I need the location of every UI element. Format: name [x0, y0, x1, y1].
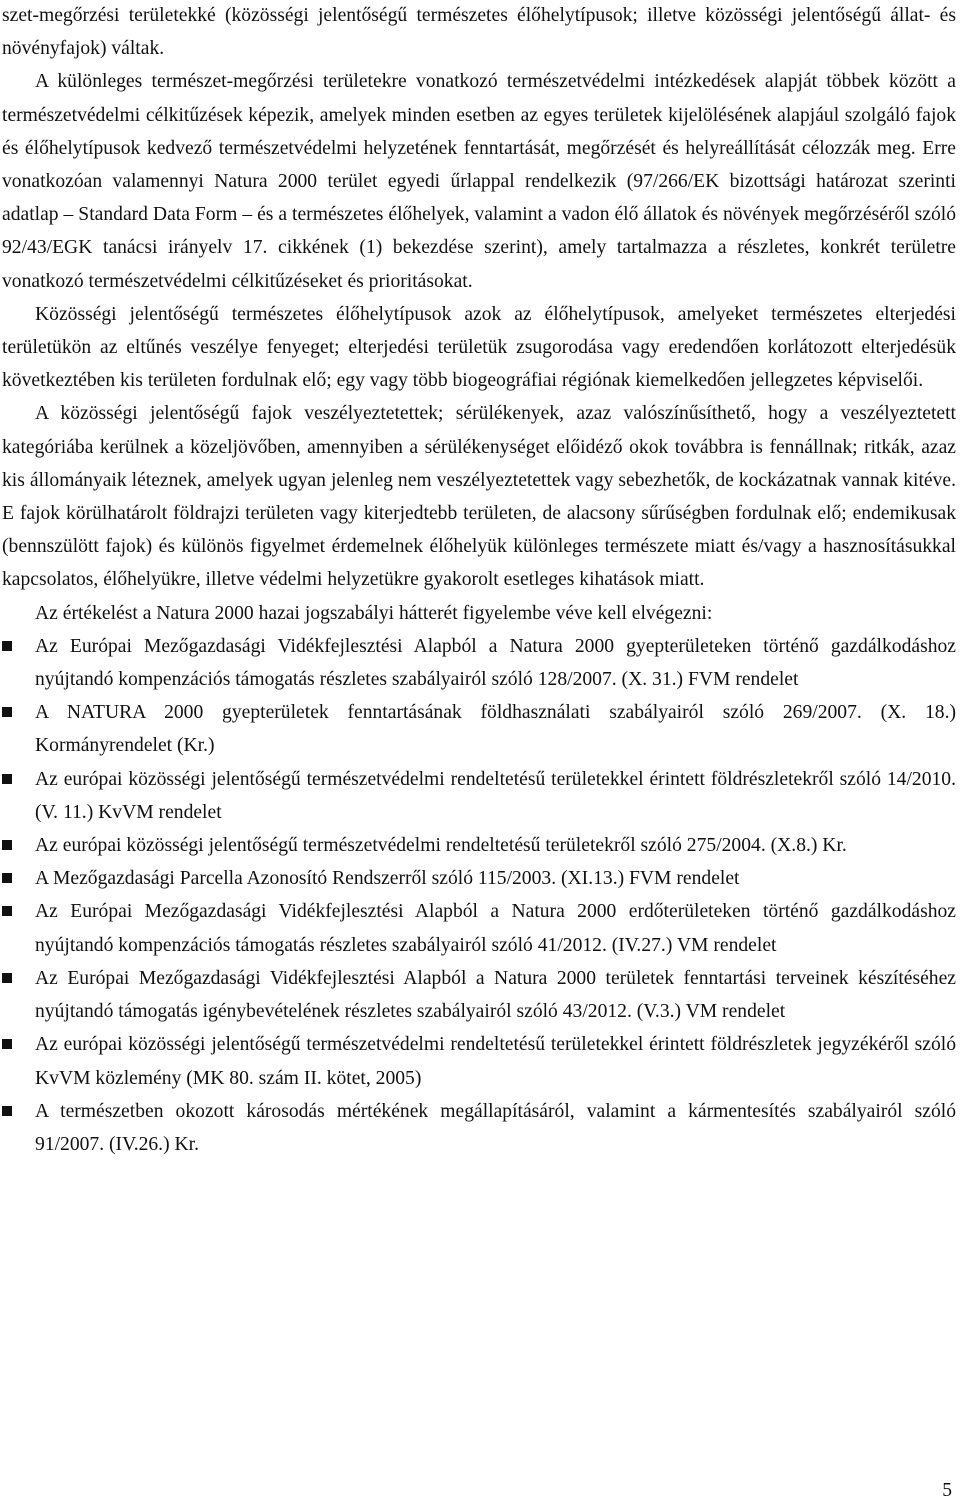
list-item [2, 862, 956, 895]
list-item-text: A Mezőgazdasági Parcella Azonosító Rendszerről szóló 115/2003. (XI.13.) FVM rendelet [35, 868, 740, 890]
list-item-text: Az európai közösségi jelentőségű természetvédelmi rendeltetésű területekkel érintett földrészletek jegyzékéről szóló KvVM közlemény (MK 80. szám II. kötet, 2005) [35, 1034, 956, 1089]
paragraph-continuation: szet-megőrzési területekké (közösségi jelentőségű természetes élőhelytípusok; illetve közösségi jelentőségű állat- és növényfajok) váltak. [2, 5, 956, 60]
paragraph-habitat-types: Közösségi jelentőségű természetes élőhelytípusok azok az élőhelytípusok, amelyeket természetes elterjedési területükön az eltűnés veszélye fenyeget; elterjedési területük zsugorodása vagy eredendően korlátozott elterjedésük következtében kis területen fordulnak elő; egy vagy több biogeográfiai régiónak kiemelkedően jellegzetes képviselői. [2, 303, 956, 392]
page-number: 5 [942, 1480, 952, 1501]
list-item-text: Az Európai Mezőgazdasági Vidékfejlesztési Alapból a Natura 2000 erdőterületeken történő gazdálkodáshoz nyújtandó kompenzációs támogatás részletes szabályairól szóló 41/2012. (IV.27.) VM rendelet [35, 901, 956, 956]
list-item [2, 763, 956, 829]
square-bullet-icon [2, 973, 12, 983]
list-item-text: A természetben okozott károsodás mértékének megállapításáról, valamint a kármentesítés szabályairól szóló 91/2007. (IV.26.) Kr. [35, 1100, 956, 1155]
body-text [2, 0, 956, 1161]
list-item [2, 1028, 956, 1094]
list-item [2, 696, 956, 762]
list-item-text: A NATURA 2000 gyepterületek fenntartásának földhasználati szabályairól szóló 269/2007. (X. 18.) Kormányrendelet (Kr.) [35, 702, 956, 757]
square-bullet-icon [2, 840, 12, 850]
square-bullet-icon [2, 906, 12, 916]
square-bullet-icon [2, 873, 12, 883]
paragraph-species: A közösségi jelentőségű fajok veszélyeztetettek; sérülékenyek, azaz valószínűsíthető, hogy a veszélyeztetett kategóriába kerülnek a közeljövőben, amennyiben a sérülékenységet előidéző okok továbbra is fennállnak; ritkák, azaz kis állományaik léteznek, amelyek ugyan jelenleg nem veszélyeztetettek vagy sebezhetők, de kockázatnak vannak kitéve. E fajok körülhatárolt földrajzi területen vagy kiterjedtebb területen, de alacsony sűrűségben fordulnak elő; endemikusak (bennszülött fajok) és különös figyelmet érdemelnek élőhelyük különleges természete miatt és/vagy a hasznosításukkal kapcsolatos, élőhelyükre, illetve védelmi helyzetükre gyakorolt esetleges kihatások miatt. [2, 403, 956, 591]
list-item [2, 895, 956, 961]
square-bullet-icon [2, 1106, 12, 1116]
square-bullet-icon [2, 707, 12, 717]
square-bullet-icon [2, 641, 12, 651]
list-item [2, 829, 956, 862]
legal-references-list [2, 630, 956, 1161]
paragraph-legal-intro: Az értékelést a Natura 2000 hazai jogszabályi hátterét figyelembe véve kell elvégezni: [35, 602, 713, 624]
list-item [2, 630, 956, 696]
square-bullet-icon [2, 1039, 12, 1049]
square-bullet-icon [2, 774, 12, 784]
list-item-text: Az Európai Mezőgazdasági Vidékfejlesztési Alapból a Natura 2000 gyepterületeken történő gazdálkodáshoz nyújtandó kompenzációs támogatás részletes szabályairól szóló 128/2007. (X. 31.) FVM rendelet [35, 635, 956, 691]
list-item-text: Az európai közösségi jelentőségű természetvédelmi rendeltetésű területekről szóló 275/2004. (X.8.) Kr. [35, 835, 847, 857]
list-item [2, 962, 956, 1028]
list-item-text: Az európai közösségi jelentőségű természetvédelmi rendeltetésű területekkel érintett földrészletekről szóló 14/2010. (V. 11.) KvVM rendelet [35, 768, 956, 823]
list-item [2, 1095, 956, 1161]
paragraph-conservation-measures: A különleges természet-megőrzési területekre vonatkozó természetvédelmi intézkedések alapját többek között a természetvédelmi célkitűzések képezik, amelyek minden esetben az egyes területek kijelölésének alapjául szolgáló fajok és élőhelytípusok kedvező természetvédelmi helyzetének fenntartását, megőrzését és helyreállítását célozzák meg. Erre vonatkozóan valamennyi Natura 2000 terület egyedi űrlappal rendelkezik (97/266/EK bizottsági határozat szerinti adatlap – Standard Data Form – és a természetes élőhelyek, valamint a vadon élő állatok és növények megőrzéséről szóló 92/43/EGK tanácsi irányelv 17. cikkének (1) bekezdése szerint), amely tartalmazza a részletes, konkrét területre vonatkozó természetvédelmi célkitűzéseket és prioritásokat. [2, 71, 956, 292]
list-item-text: Az Európai Mezőgazdasági Vidékfejlesztési Alapból a Natura 2000 területek fenntartási terveinek készítéséhez nyújtandó támogatás igénybevételének részletes szabályairól szóló 43/2012. (V.3.) VM rendelet [35, 967, 956, 1023]
